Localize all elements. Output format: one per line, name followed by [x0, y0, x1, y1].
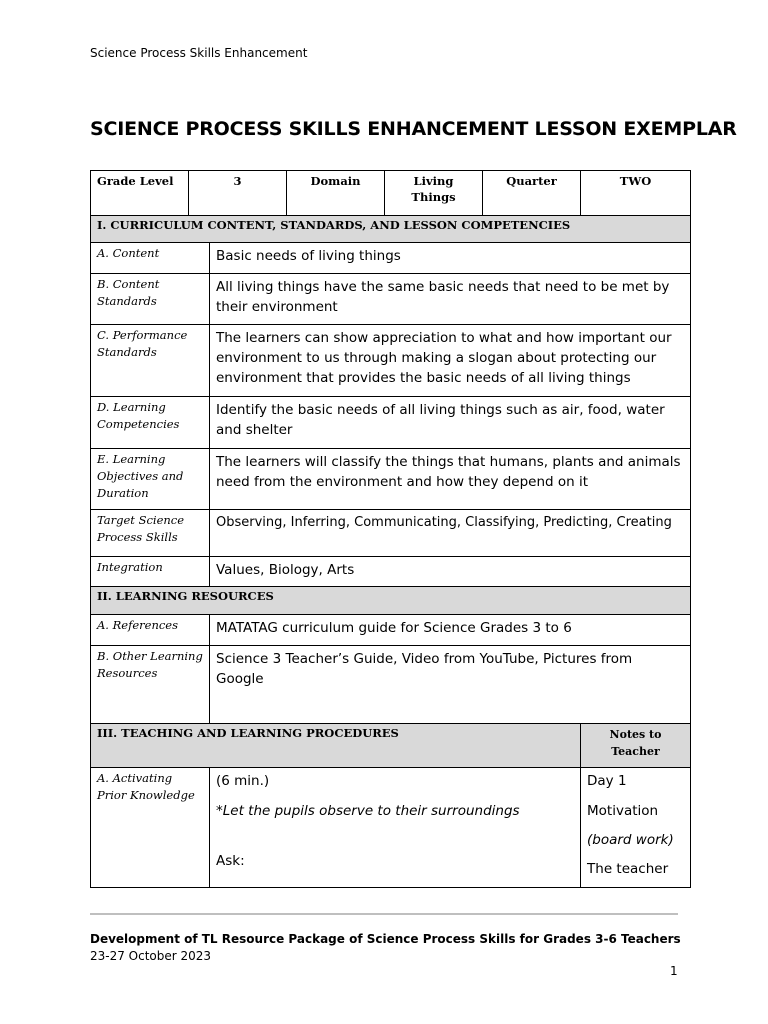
process-skills-value: Observing, Inferring, Communicating, Classifying, Predicting, Creating	[210, 510, 691, 557]
table-row	[91, 449, 691, 510]
section-curriculum-header: I. CURRICULUM CONTENT, STANDARDS, AND LESSON COMPETENCIES	[91, 216, 691, 243]
activity-duration: (6 min.)	[216, 773, 270, 789]
activating-content	[210, 768, 581, 888]
references-label: A. References	[91, 615, 210, 646]
domain-label: Domain	[287, 171, 385, 216]
learning-competencies-value: Identify the basic needs of all living things such as air, food, water and shelter	[210, 397, 691, 449]
grade-level-value: 3	[189, 171, 287, 216]
page-title: SCIENCE PROCESS SKILLS ENHANCEMENT LESSON EXEMPLAR	[90, 118, 737, 140]
other-resources-value: Science 3 Teacher’s Guide, Video from YouTube, Pictures from Google	[210, 646, 691, 724]
table-row	[91, 243, 691, 274]
section-resources-header: II. LEARNING RESOURCES	[91, 587, 691, 615]
activating-notes	[581, 768, 691, 888]
learning-objectives-label: E. Learning Objectives and Duration	[91, 449, 210, 510]
ask-prompt: Ask:	[216, 853, 245, 869]
activating-prior-knowledge-label: A. Activating Prior Knowledge	[91, 768, 210, 888]
table-row	[91, 325, 691, 397]
table-row	[91, 646, 691, 724]
table-row	[91, 274, 691, 325]
table-row	[91, 557, 691, 587]
grade-level-label: Grade Level	[91, 171, 189, 216]
integration-label: Integration	[91, 557, 210, 587]
page-number: 1	[670, 964, 678, 978]
learning-competencies-label: D. Learning Competencies	[91, 397, 210, 449]
note-teacher: The teacher	[587, 861, 669, 877]
note-board-work: (board work)	[587, 832, 674, 848]
running-header: Science Process Skills Enhancement	[90, 46, 308, 60]
quarter-label: Quarter	[483, 171, 581, 216]
content-value: Basic needs of living things	[210, 243, 691, 274]
performance-standards-value: The learners can show appreciation to what and how important our environment to us through making a slogan about protecting our environment that provides the basic needs of all living things	[210, 325, 691, 397]
other-resources-label: B. Other Learning Resources	[91, 646, 210, 724]
domain-value: Living Things	[385, 171, 483, 216]
footer-title: Development of TL Resource Package of Science Process Skills for Grades 3-6 Teachers	[90, 932, 681, 946]
table-row	[91, 510, 691, 557]
notes-to-teacher-header: Notes to Teacher	[581, 724, 691, 768]
performance-standards-label: C. Performance Standards	[91, 325, 210, 397]
integration-value: Values, Biology, Arts	[210, 557, 691, 587]
content-standards-label: B. Content Standards	[91, 274, 210, 325]
references-value: MATATAG curriculum guide for Science Grades 3 to 6	[210, 615, 691, 646]
footer-divider	[90, 913, 678, 915]
note-day: Day 1	[587, 773, 627, 789]
table-row	[91, 397, 691, 449]
learning-objectives-value: The learners will classify the things that humans, plants and animals need from the environment and how they depend on it	[210, 449, 691, 510]
section-procedures-header: III. TEACHING AND LEARNING PROCEDURES	[91, 724, 581, 768]
table-row	[91, 615, 691, 646]
quarter-value: TWO	[581, 171, 691, 216]
content-standards-value: All living things have the same basic needs that need to be met by their environment	[210, 274, 691, 325]
lesson-table	[90, 170, 691, 888]
process-skills-label: Target Science Process Skills	[91, 510, 210, 557]
activity-instruction: *Let the pupils observe to their surroundings	[216, 803, 520, 819]
footer-date: 23-27 October 2023	[90, 949, 212, 963]
content-label: A. Content	[91, 243, 210, 274]
note-motivation: Motivation	[587, 803, 659, 819]
top-info-row	[91, 171, 691, 216]
table-row	[91, 768, 691, 888]
